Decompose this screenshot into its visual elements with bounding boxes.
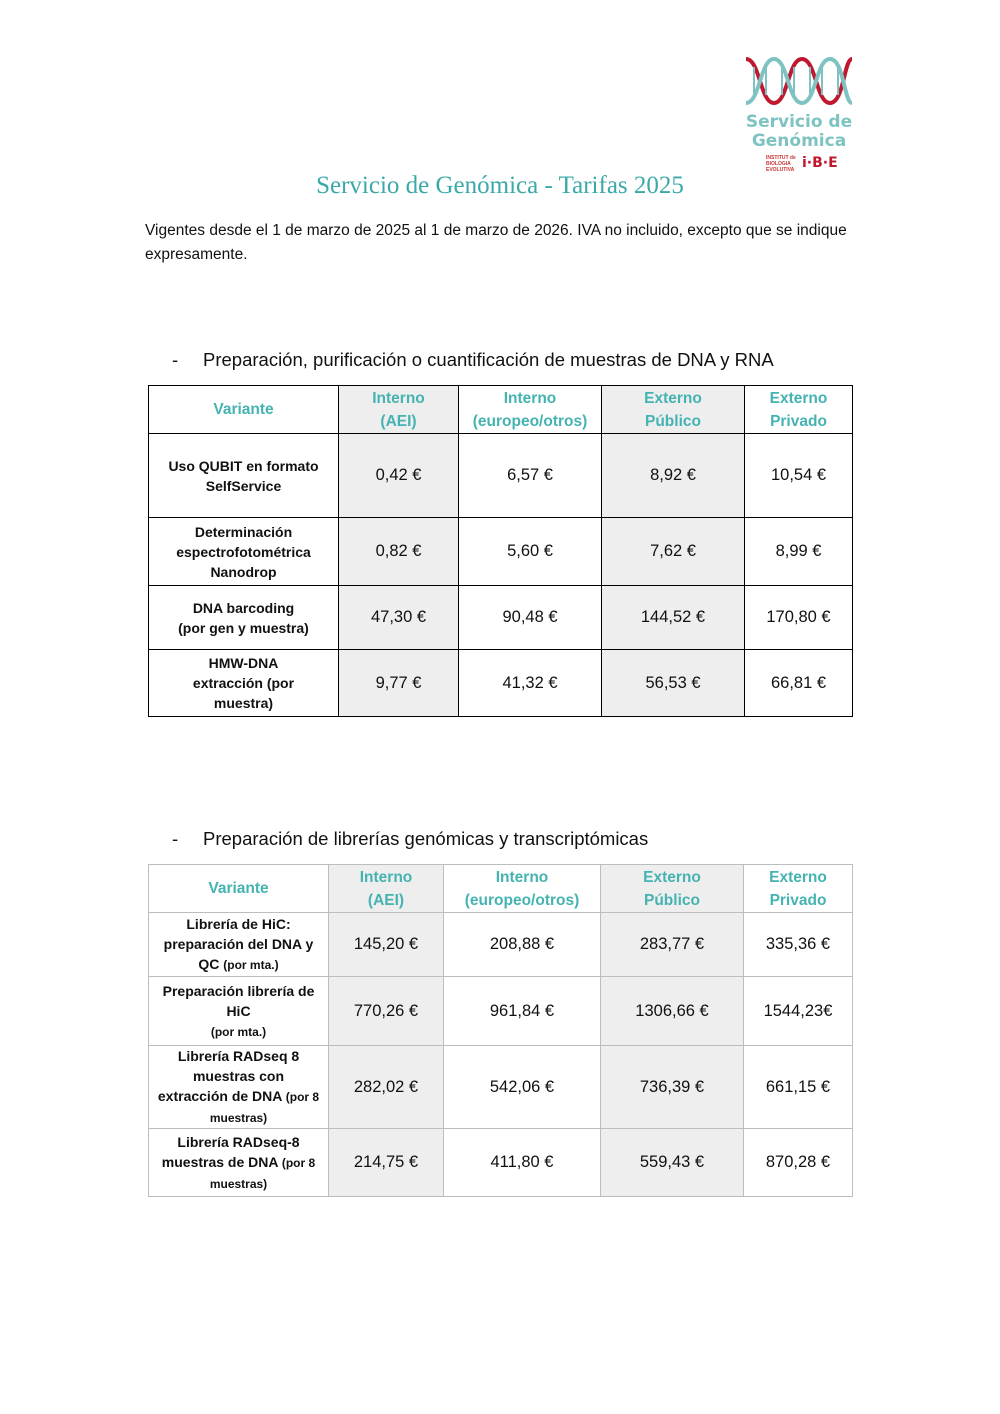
price-cell: 5,60 € [459, 518, 602, 586]
logo-line2: Genómica [751, 131, 847, 151]
price-cell: 282,02 € [329, 1046, 444, 1129]
price-cell: 559,43 € [601, 1129, 744, 1197]
header-externo-publico: Externo Público [602, 386, 745, 434]
price-cell: 6,57 € [459, 434, 602, 518]
dna-helix-icon [740, 55, 858, 111]
section-1-title: Preparación, purificación o cuantificación de muestras de DNA y RNA [203, 349, 774, 370]
price-cell: 661,15 € [744, 1046, 853, 1129]
table-row [149, 586, 853, 650]
price-cell: 1544,23€ [744, 977, 853, 1046]
price-cell: 7,62 € [602, 518, 745, 586]
price-cell: 56,53 € [602, 650, 745, 717]
price-cell: 542,06 € [444, 1046, 601, 1129]
price-cell: 736,39 € [601, 1046, 744, 1129]
price-cell: 283,77 € [601, 913, 744, 977]
price-cell: 145,20 € [329, 913, 444, 977]
price-cell: 47,30 € [339, 586, 459, 650]
table-header-row [149, 865, 853, 913]
genomics-logo [740, 55, 858, 180]
price-cell: 214,75 € [329, 1129, 444, 1197]
price-cell: 66,81 € [745, 650, 853, 717]
row-label: Librería RADseq 8 muestras con extracción de DNA (por 8 muestras) [149, 1046, 329, 1129]
section-2-heading [172, 828, 648, 850]
table-library-prep [148, 864, 853, 1197]
price-cell: 0,82 € [339, 518, 459, 586]
price-cell: 411,80 € [444, 1129, 601, 1197]
price-cell: 90,48 € [459, 586, 602, 650]
header-externo-publico: Externo Público [601, 865, 744, 913]
price-cell: 961,84 € [444, 977, 601, 1046]
header-variant: Variante [149, 386, 339, 434]
header-interno-europeo: Interno (europeo/otros) [444, 865, 601, 913]
price-cell: 10,54 € [745, 434, 853, 518]
table-row [149, 1046, 853, 1129]
header-interno-europeo: Interno (europeo/otros) [459, 386, 602, 434]
logo-line1: Servicio de [745, 112, 853, 132]
page-title: Servicio de Genómica - Tarifas 2025 [316, 172, 684, 199]
price-cell: 41,32 € [459, 650, 602, 717]
table-row [149, 977, 853, 1046]
price-cell: 170,80 € [745, 586, 853, 650]
table-row [149, 650, 853, 717]
table-sample-prep [148, 385, 853, 717]
logo-institute: INSTITUT de BIOLOGIA EVOLUTIVA [766, 155, 796, 173]
table-row [149, 434, 853, 518]
section-2-dash: - [172, 828, 179, 849]
row-label: Uso QUBIT en formato SelfService [149, 434, 339, 518]
intro-text: Vigentes desde el 1 de marzo de 2025 al 1 de marzo de 2026. IVA no incluido, excepto que se indique expresamente. [145, 222, 847, 263]
price-cell: 770,26 € [329, 977, 444, 1046]
header-variant: Variante [149, 865, 329, 913]
price-cell: 0,42 € [339, 434, 459, 518]
header-interno-aei: Interno (AEI) [339, 386, 459, 434]
section-2-title: Preparación de librerías genómicas y transcriptómicas [203, 828, 649, 849]
price-cell: 8,99 € [745, 518, 853, 586]
section-1-heading [172, 349, 774, 371]
price-cell: 8,92 € [602, 434, 745, 518]
header-externo-privado: Externo Privado [745, 386, 853, 434]
table-header-row [149, 386, 853, 434]
price-cell: 870,28 € [744, 1129, 853, 1197]
header-interno-aei: Interno (AEI) [329, 865, 444, 913]
row-label: Librería RADseq-8 muestras de DNA (por 8 muestras) [149, 1129, 329, 1197]
table-row [149, 518, 853, 586]
row-label: DNA barcoding (por gen y muestra) [149, 586, 339, 650]
price-cell: 208,88 € [444, 913, 601, 977]
price-cell: 144,52 € [602, 586, 745, 650]
table-row [149, 1129, 853, 1197]
row-label: HMW-DNA extracción (por muestra) [149, 650, 339, 717]
row-label: Librería de HiC: preparación del DNA y QC (por mta.) [149, 913, 329, 977]
price-cell: 9,77 € [339, 650, 459, 717]
price-cell: 1306,66 € [601, 977, 744, 1046]
table-row [149, 913, 853, 977]
price-cell: 335,36 € [744, 913, 853, 977]
section-1-dash: - [172, 349, 179, 370]
header-externo-privado: Externo Privado [744, 865, 853, 913]
row-label: Preparación librería de HiC (por mta.) [149, 977, 329, 1046]
row-label: Determinación espectrofotométrica Nanodrop [149, 518, 339, 586]
logo-mark: i·B·E [802, 155, 838, 171]
